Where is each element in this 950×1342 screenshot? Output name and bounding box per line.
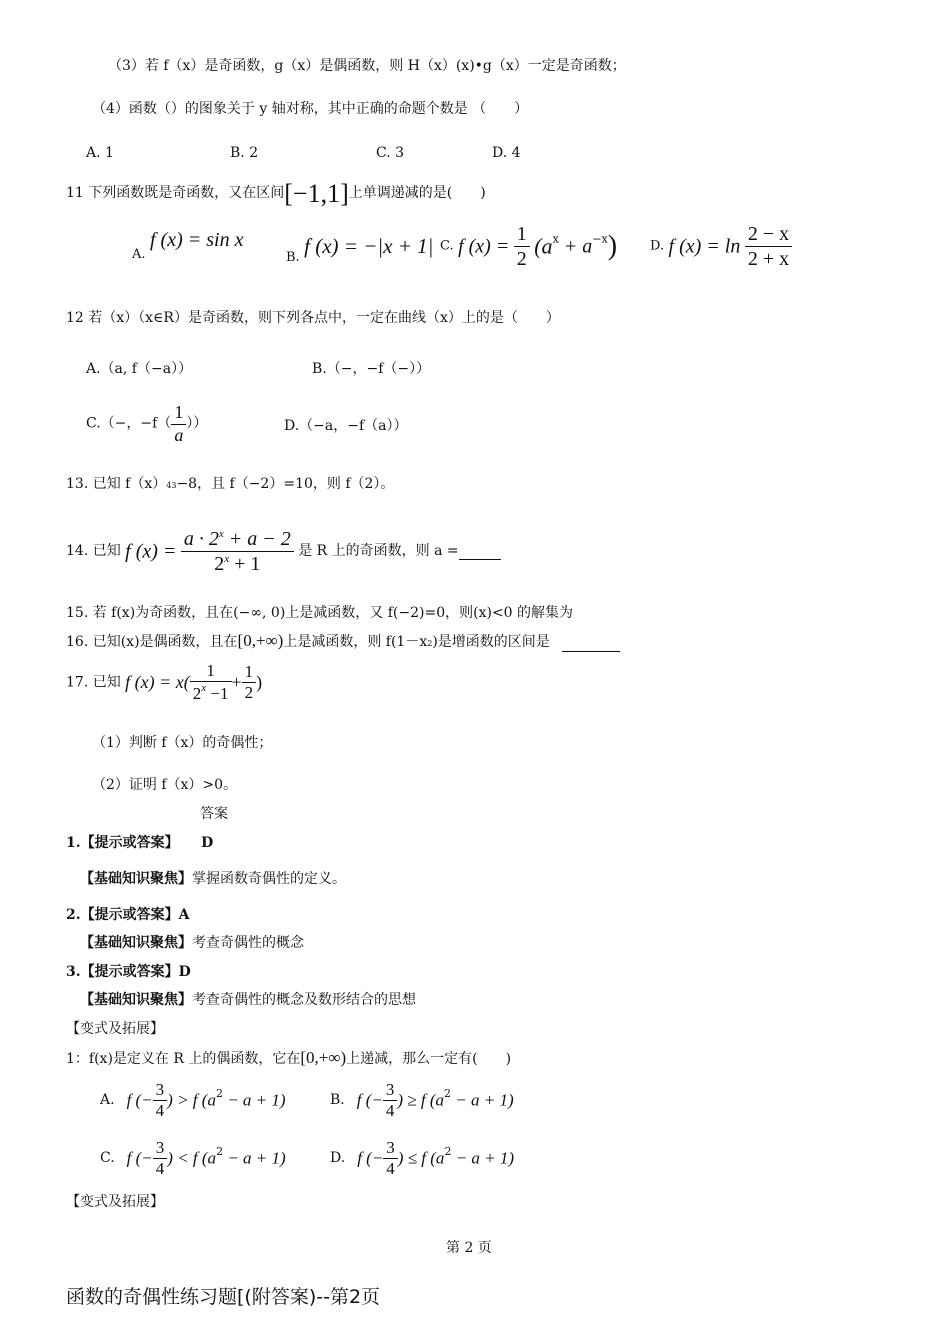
q12-option-b: B.（−，−f（−）） xyxy=(312,361,431,377)
q11-option-c-label: C. xyxy=(440,238,454,254)
variant-1-option-d-num: 3 xyxy=(383,1138,398,1159)
q14-numerator xyxy=(181,527,294,552)
q11-option-c-lhs: f (x) = xyxy=(458,235,510,258)
q14-post: 是 R 上的奇函数，则 a = xyxy=(298,543,459,560)
q11-option-d-denominator: 2 + x xyxy=(747,248,790,270)
answer-1-focus-label: 【基础知识聚焦】 xyxy=(80,871,192,887)
variant-1-option-b-fraction xyxy=(383,1080,398,1122)
variant-1-post: 上递减，那么一定有( ) xyxy=(346,1051,512,1067)
variant-1-option-c-fraction xyxy=(153,1138,168,1180)
variant-1-option-a xyxy=(100,1080,286,1122)
q10-item4: （4）函数（）的图象关于 y 轴对称，其中正确的命题个数是 （ ） xyxy=(92,101,529,117)
q11-stem-after: 上单调递减的是( ) xyxy=(348,185,486,202)
q14-denominator xyxy=(181,552,294,576)
q10-option-c: C. 3 xyxy=(376,145,405,161)
answer-1-value: D xyxy=(201,835,214,851)
q11-option-c-numerator: 1 xyxy=(514,222,530,247)
q14-pre: 14. 已知 xyxy=(66,543,121,560)
q17-plus: + xyxy=(231,672,242,693)
variant-1-option-d-tail: − a + 1) xyxy=(451,1148,515,1168)
q14-numerator-base: a · 2 xyxy=(183,528,219,550)
q16-mid: 上是减函数，则 f(1－x xyxy=(283,634,428,650)
variant-heading-2: 【变式及拓展】 xyxy=(66,1194,164,1210)
q14-denominator-base: 2 xyxy=(214,553,225,575)
q17-lhs: f (x) = x( xyxy=(125,672,190,693)
variant-1-interval: [0,+∞) xyxy=(300,1048,347,1067)
q11-option-d-numerator: 2 − x xyxy=(745,222,792,247)
q11-option-b xyxy=(286,234,433,266)
q13 xyxy=(66,476,394,493)
variant-1-option-d xyxy=(330,1138,514,1180)
answer-3 xyxy=(66,964,191,981)
q13-small: 43 xyxy=(166,481,177,490)
answer-1 xyxy=(66,835,213,852)
q10-item3: （3）若 f（x）是奇函数，g（x）是偶函数，则 H（x）(x)•g（x）一定是奇函数； xyxy=(108,58,626,74)
variant-1-option-b-num: 3 xyxy=(383,1080,398,1101)
q17-fraction-1-numerator: 1 xyxy=(190,661,232,682)
q17-fraction-1-den-exp: x xyxy=(201,682,207,695)
q16-small: 2 xyxy=(427,639,433,648)
q14-fraction xyxy=(181,527,294,576)
variant-1-pre: 1：f(x)是定义在 R 上的偶函数，它在 xyxy=(66,1051,301,1067)
variant-1-option-c-lhs: f (− xyxy=(126,1148,153,1168)
variant-1-option-b-exp: 2 xyxy=(444,1086,451,1100)
q12-option-c xyxy=(86,402,207,446)
variant-1-option-d-lhs: f (− xyxy=(357,1148,384,1168)
answers-heading: 答案 xyxy=(200,806,228,822)
variant-1-option-b-den: 4 xyxy=(385,1101,395,1121)
q17-fraction-1-denominator xyxy=(190,682,232,704)
variant-1-option-a-fraction xyxy=(153,1080,168,1122)
variant-1-option-c-den: 4 xyxy=(155,1159,165,1179)
variant-1-option-a-tail: − a + 1) xyxy=(222,1090,286,1110)
q12-option-a: A.（a, f（−a）） xyxy=(86,361,193,377)
q17-fraction-2-numerator: 1 xyxy=(242,662,257,683)
q17-fraction-1-den-base: 2 xyxy=(192,684,202,704)
q17 xyxy=(66,661,262,705)
q11-option-c xyxy=(440,222,617,271)
q14-numerator-tail: + a − 2 xyxy=(223,528,291,550)
q17-sub2: （2）证明 f（x）>0。 xyxy=(92,777,238,793)
q12-option-c-pre: C.（−，−f（ xyxy=(86,415,172,432)
q15: 15. 若 f(x)为奇函数，且在(−∞, 0)上是减函数，又 f(−2)=0，则(x)<0 的解集为 xyxy=(66,605,574,621)
answer-2-focus-text: 考查奇偶性的概念 xyxy=(192,935,304,951)
variant-1-option-a-exp: 2 xyxy=(215,1086,223,1100)
document-footer-title: 函数的奇偶性练习题[(附答案)--第2页 xyxy=(66,1286,381,1308)
variant-1-option-b xyxy=(330,1080,514,1122)
q11-option-d xyxy=(650,222,792,271)
variant-1-option-c-exp: 2 xyxy=(216,1144,224,1158)
variant-1-option-a-num: 3 xyxy=(153,1080,168,1101)
page-number: 第 2 页 xyxy=(446,1240,492,1256)
answer-3-value: D xyxy=(178,964,191,980)
variant-1-option-d-label: D. xyxy=(330,1150,346,1167)
answer-3-label: 3.【提示或答案】 xyxy=(66,964,179,980)
q11-option-d-fraction xyxy=(745,222,792,271)
answer-2-value: A xyxy=(178,907,190,923)
q11-stem xyxy=(66,178,486,209)
q17-fraction-2-denominator: 2 xyxy=(244,683,254,703)
q16-pre: 16. 已知(x)是偶函数，且在 xyxy=(66,634,238,650)
variant-1-option-c-num: 3 xyxy=(153,1138,168,1159)
q17-fraction-1 xyxy=(190,661,232,705)
q10-option-b: B. 2 xyxy=(230,145,259,161)
variant-1-option-a-label: A. xyxy=(100,1092,115,1109)
q11-option-c-exp1: x xyxy=(552,232,559,246)
q11-option-b-label: B. xyxy=(286,250,300,265)
q11-option-a-expr: f (x) = sin x xyxy=(149,229,244,251)
answer-3-focus-label: 【基础知识聚焦】 xyxy=(80,992,192,1008)
q10-option-a: A. 1 xyxy=(86,145,114,161)
q11-interval: [−1,1] xyxy=(284,179,349,208)
answer-1-focus xyxy=(80,871,346,888)
q14-answer-blank[interactable] xyxy=(459,543,501,561)
q16-answer-blank[interactable] xyxy=(562,634,620,652)
answer-2 xyxy=(66,907,190,924)
q10-option-d: D. 4 xyxy=(492,145,521,161)
variant-1-option-a-rel: ) > f (a xyxy=(167,1090,216,1110)
q11-option-d-lhs: f (x) = ln xyxy=(668,235,741,258)
q14 xyxy=(66,527,501,576)
variant-1-stem xyxy=(66,1048,511,1068)
variant-1-option-b-lhs: f (− xyxy=(356,1090,383,1110)
q17-sub1: （1）判断 f（x）的奇偶性； xyxy=(92,735,273,751)
variant-1-option-c xyxy=(100,1138,286,1180)
answer-2-focus xyxy=(80,935,304,952)
q16 xyxy=(66,631,620,652)
answer-3-focus xyxy=(80,992,416,1009)
variant-1-option-a-lhs: f (− xyxy=(126,1090,153,1110)
variant-1-option-d-fraction xyxy=(383,1138,398,1180)
q12-option-c-numerator: 1 xyxy=(171,402,186,425)
q11-stem-before: 11 下列函数既是奇函数，又在区间 xyxy=(66,185,285,202)
q16-post: )是增函数的区间是 xyxy=(432,634,550,650)
answer-3-focus-text: 考查奇偶性的概念及数形结合的思想 xyxy=(192,992,416,1008)
variant-1-option-c-label: C. xyxy=(100,1150,115,1167)
q13-text-b: −8，且 f（−2）=10，则 f（2）。 xyxy=(176,476,395,492)
q11-option-a-label: A. xyxy=(132,247,146,262)
q12-option-c-denominator: a xyxy=(174,424,184,445)
q11-option-b-expr: f (x) = −|x + 1| xyxy=(304,234,434,258)
q14-lhs: f (x) = xyxy=(125,540,177,563)
variant-1-option-c-tail: − a + 1) xyxy=(223,1148,286,1168)
q11-option-c-plus: + a xyxy=(558,235,593,258)
q11-option-d-label: D. xyxy=(650,238,665,254)
q14-numerator-exp: x xyxy=(218,528,224,540)
q13-text-a: 13. 已知 f（x） xyxy=(66,476,167,492)
answer-2-label: 2.【提示或答案】 xyxy=(66,907,179,923)
variant-1-option-b-tail: − a + 1) xyxy=(451,1090,514,1110)
q12-option-d: D.（−a，−f（a）） xyxy=(284,418,408,434)
q11-option-c-fraction xyxy=(514,222,530,271)
answer-1-focus-text: 掌握函数奇偶性的定义。 xyxy=(192,871,346,887)
variant-heading-1: 【变式及拓展】 xyxy=(66,1021,164,1037)
variant-1-option-d-rel: ) ≤ f (a xyxy=(397,1148,445,1168)
variant-1-option-c-rel: ) < f (a xyxy=(167,1148,217,1168)
q17-pre: 17. 已知 xyxy=(66,674,121,691)
q16-interval: [0,+∞) xyxy=(237,631,284,650)
q11-option-c-denominator: 2 xyxy=(516,248,527,270)
variant-1-option-a-den: 4 xyxy=(155,1101,165,1121)
q17-fraction-2 xyxy=(242,662,257,704)
variant-1-option-b-rel: ) ≥ f (a xyxy=(397,1090,444,1110)
q17-close: ) xyxy=(256,672,263,693)
q12-option-c-post: ）） xyxy=(186,415,208,432)
q11-option-c-exp2: −x xyxy=(592,232,608,246)
q14-denominator-exp: x xyxy=(224,553,230,565)
q17-fraction-1-den-tail: −1 xyxy=(206,684,229,704)
q11-option-c-close: ) xyxy=(607,230,618,262)
q12-stem: 12 若（x）（x∈R）是奇函数，则下列各点中，一定在曲线（x）上的是（ ） xyxy=(66,310,560,326)
q11-option-c-body: (a xyxy=(534,233,553,259)
answer-1-label: 1.【提示或答案】 xyxy=(66,835,179,851)
variant-1-option-b-label: B. xyxy=(330,1092,345,1109)
q11-option-a xyxy=(132,228,243,263)
answer-2-focus-label: 【基础知识聚焦】 xyxy=(80,935,192,951)
q14-denominator-tail: + 1 xyxy=(229,553,261,575)
variant-1-option-d-exp: 2 xyxy=(444,1144,452,1158)
q12-option-c-fraction xyxy=(171,402,186,446)
variant-1-option-d-den: 4 xyxy=(386,1159,395,1179)
